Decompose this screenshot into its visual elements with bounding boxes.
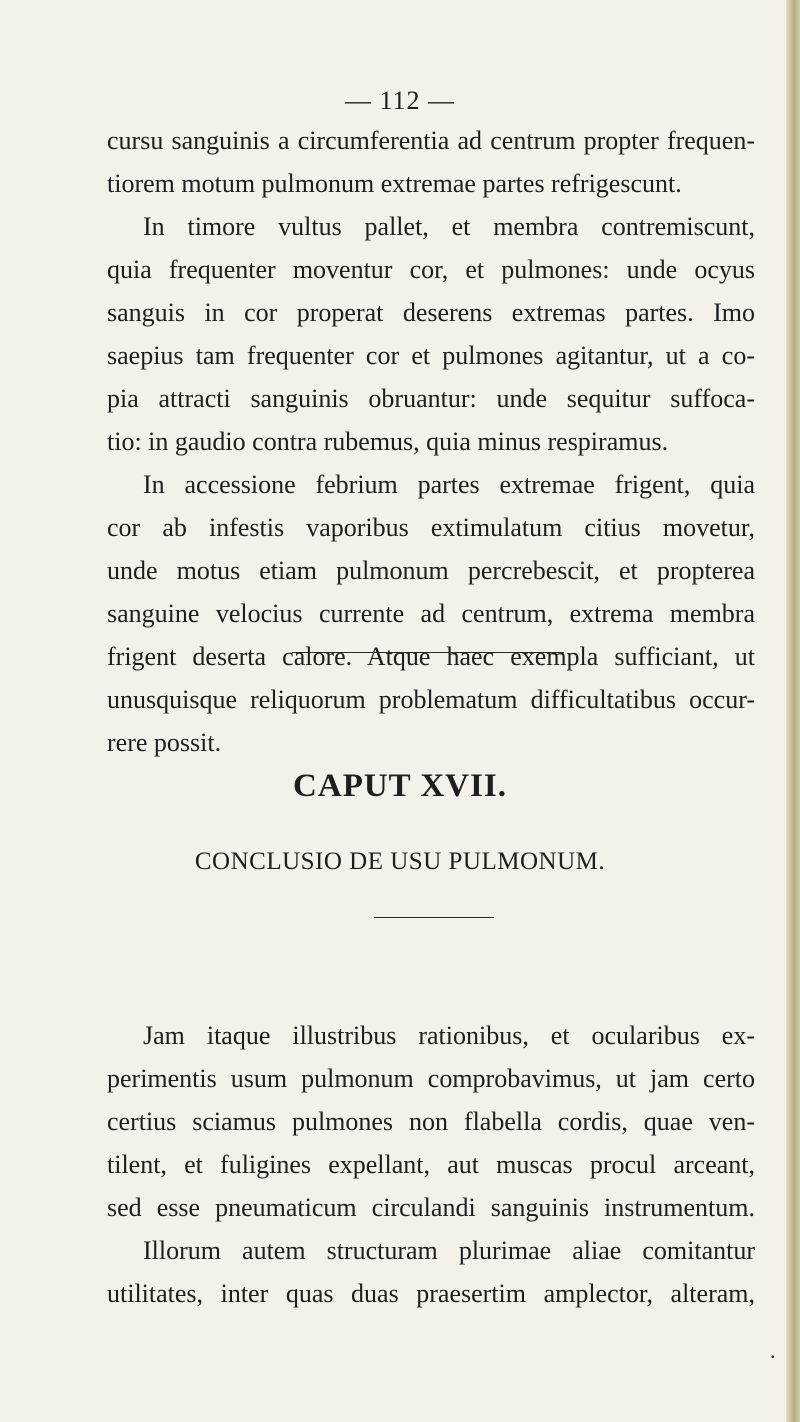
text-line: pia attracti sanguinis obruantur: unde sequitur suffoca- — [107, 384, 755, 413]
chapter-title: CAPUT XVII. — [293, 768, 507, 804]
text-line: certius sciamus pulmones non flabella cordis, quae ven- — [107, 1107, 755, 1136]
text-line: unde motus etiam pulmonum percrebescit, et propterea — [107, 556, 755, 585]
text-line: In timore vultus pallet, et membra contremiscunt, — [143, 212, 755, 241]
text-block-before — [107, 119, 755, 764]
text-line: tiorem motum pulmonum extremae partes refrigescunt. — [107, 169, 682, 198]
margin-mark: . — [770, 1338, 776, 1363]
text-line: saepius tam frequenter cor et pulmones agitantur, ut a co- — [107, 341, 755, 370]
text-line: sed esse pneumaticum circulandi sanguinis instrumentum. — [107, 1193, 755, 1222]
text-line: Jam itaque illustribus rationibus, et ocularibus ex- — [143, 1021, 755, 1050]
text-line: unusquisque reliquorum problematum difficultatibus occur- — [107, 685, 755, 714]
text-line: quia frequenter moventur cor, et pulmones: unde ocyus — [107, 255, 755, 284]
text-line: perimentis usum pulmonum comprobavimus, ut jam certo — [107, 1064, 755, 1093]
text-line: In accessione febrium partes extremae frigent, quia — [143, 470, 755, 499]
chapter-subtitle: CONCLUSIO DE USU PULMONUM. — [194, 848, 606, 875]
page-number: — 112 — — [344, 86, 456, 115]
text-line: tilent, et fuligines expellant, aut muscas procul arceant, — [107, 1150, 755, 1179]
text-line: frigent deserta calore. Atque haec exempla sufficiant, ut — [107, 642, 755, 671]
text-line: Illorum autem structuram plurimae aliae comitantur — [143, 1236, 755, 1265]
text-line: sanguine velocius currente ad centrum, extrema membra — [107, 599, 755, 628]
text-line: utilitates, inter quas duas praesertim amplector, alteram, — [107, 1279, 755, 1308]
text-line: cor ab infestis vaporibus extimulatum citius movetur, — [107, 513, 755, 542]
text-line: tio: in gaudio contra rubemus, quia minus respiramus. — [107, 427, 669, 456]
text-line: rere possit. — [107, 728, 222, 757]
section-divider — [374, 917, 494, 918]
text-block-after — [107, 1014, 755, 1315]
section-divider — [292, 652, 564, 653]
text-line: cursu sanguinis a circumferentia ad centrum propter frequen- — [107, 126, 755, 155]
page-edge — [786, 0, 800, 1422]
text-line: sanguis in cor properat deserens extremas partes. Imo — [107, 298, 755, 327]
